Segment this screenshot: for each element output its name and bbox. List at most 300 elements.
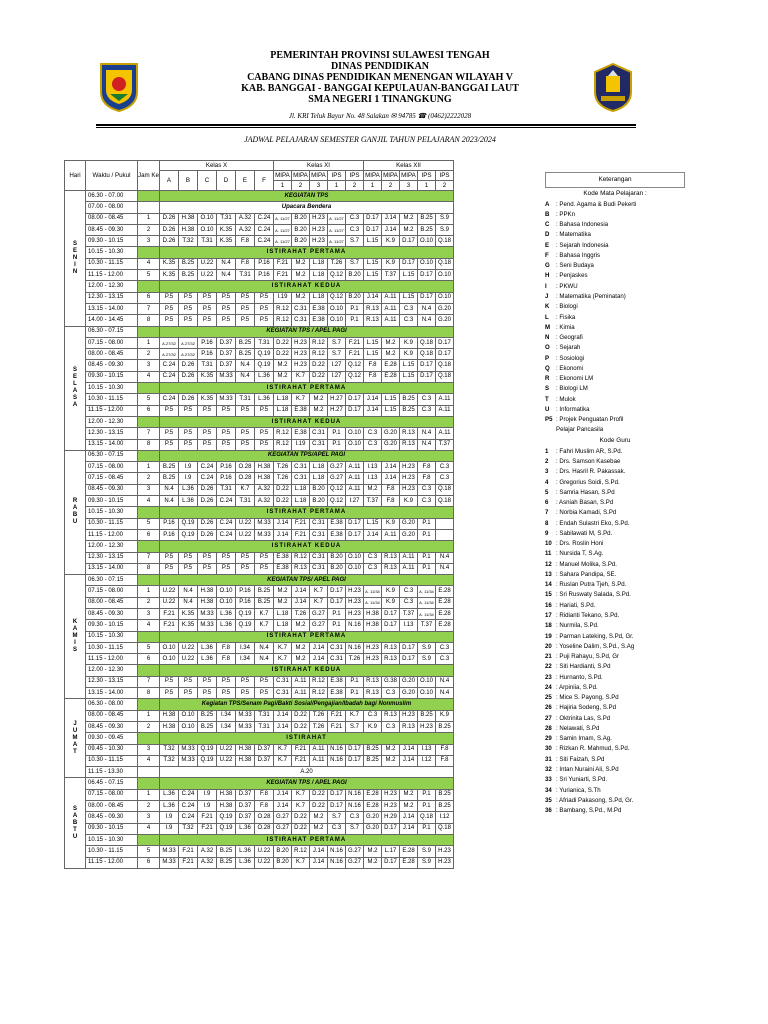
schedule-cell: M.2	[399, 224, 417, 235]
schedule-cell: L.15	[399, 292, 417, 303]
schedule-cell: F.8	[363, 360, 381, 371]
time-slot: 12.00 - 12.30	[86, 665, 138, 676]
schedule-cell: U.22	[216, 744, 235, 755]
legend-teacher	[545, 590, 685, 600]
legend-description: : Sejarah	[556, 344, 581, 352]
schedule-cell: F.21	[291, 744, 309, 755]
period-number: 6	[138, 292, 160, 303]
schedule-cell: J.14	[363, 405, 381, 416]
schedule-cell: S.7	[345, 823, 363, 834]
schedule-cell: T.31	[197, 360, 216, 371]
activity-band: A.20	[159, 767, 453, 778]
schedule-row	[65, 699, 454, 710]
day-label: J U M A T	[65, 699, 86, 778]
schedule-row	[65, 315, 454, 326]
schedule-cell: P.5	[235, 676, 254, 687]
legend-description: : Norbia Kamadi, S.Pd	[556, 509, 617, 517]
legend-code: T	[545, 395, 549, 403]
schedule-cell: P.5	[197, 405, 216, 416]
schedule-cell: E.28	[399, 846, 417, 857]
legend-code: 6	[545, 499, 549, 507]
legend-subject	[545, 199, 685, 209]
schedule-row	[65, 721, 454, 732]
legend-subject	[545, 220, 685, 230]
schedule-cell: K.7	[254, 620, 273, 631]
legend-teacher	[545, 477, 685, 487]
schedule-cell: A.27/32	[178, 349, 197, 360]
schedule-cell: E.28	[381, 360, 399, 371]
schedule-row	[65, 529, 454, 540]
schedule-row	[65, 552, 454, 563]
schedule-cell: C.24	[178, 801, 197, 812]
schedule-cell: G.20	[399, 676, 417, 687]
time-slot: 08.00 - 08.45	[86, 213, 138, 224]
legend-teacher	[545, 456, 685, 466]
schedule-cell: H.27	[327, 394, 345, 405]
schedule-cell: C.3	[363, 428, 381, 439]
schedule-cell: L.18	[273, 405, 291, 416]
schedule-cell: C.3	[435, 473, 453, 484]
legend-subject	[545, 374, 685, 384]
schedule-cell: O.28	[254, 823, 273, 834]
schedule-row	[65, 224, 454, 235]
schedule-cell: H.23	[381, 801, 399, 812]
time-slot: 09.45 - 10.30	[86, 744, 138, 755]
schedule-cell: C.24	[178, 812, 197, 823]
class-number: 1	[327, 181, 345, 191]
schedule-cell: D.17	[345, 394, 363, 405]
legend-teacher	[545, 528, 685, 538]
schedule-cell: H.38	[363, 620, 381, 631]
schedule-cell: P.5	[254, 688, 273, 699]
period-number: 6	[138, 529, 160, 540]
schedule-cell: O.10	[345, 563, 363, 574]
schedule-cell: M.33	[216, 371, 235, 382]
schedule-cell: A.11	[381, 529, 399, 540]
activity-band: KEGIATAN TPS	[159, 191, 453, 202]
schedule-row	[65, 439, 454, 450]
schedule-row	[65, 744, 454, 755]
schedule-cell: L.36	[197, 642, 216, 653]
schedule-cell: M.33	[216, 394, 235, 405]
legend-subject	[545, 353, 685, 363]
schedule-cell: P.1	[417, 823, 435, 834]
legend-teacher	[545, 764, 685, 774]
period-number: 3	[138, 812, 160, 823]
legend-description: : Manuel Molika, S.Pd.	[556, 560, 617, 568]
time-slot: 08.45 - 09.30	[86, 484, 138, 495]
schedule-row	[65, 801, 454, 812]
legend-subject	[545, 230, 685, 240]
schedule-cell: P.5	[254, 303, 273, 314]
schedule-cell: A.11	[291, 676, 309, 687]
schedule-cell: C.24	[159, 360, 178, 371]
schedule-cell: E.28	[435, 586, 453, 597]
schedule-cell: T.32	[159, 744, 178, 755]
legend-teacher	[545, 662, 685, 672]
schedule-cell: L.36	[254, 394, 273, 405]
schedule-cell: P.5	[216, 428, 235, 439]
legend-code: 1	[545, 447, 549, 455]
legend-code: 31	[545, 755, 552, 763]
schedule-cell: M.2	[381, 744, 399, 755]
legend-description: : Bahasa Indonesia	[556, 221, 609, 229]
schedule-cell: D.17	[381, 620, 399, 631]
schedule-cell: M.33	[254, 518, 273, 529]
schedule-cell: J.14	[399, 812, 417, 823]
schedule-cell: K.7	[309, 586, 327, 597]
schedule-cell: C.24	[254, 236, 273, 247]
class-header: E	[235, 171, 254, 191]
schedule-cell: G.27	[273, 823, 291, 834]
schedule-cell: M.33	[197, 608, 216, 619]
header-line: KAB. BANGGAI - BANGGAI KEPULAUAN-BANGGAI LAUT	[241, 83, 519, 94]
legend-code: B	[545, 210, 550, 218]
schedule-cell: T.31	[235, 270, 254, 281]
schedule-cell: U.22	[197, 270, 216, 281]
legend-teacher	[545, 775, 685, 785]
period-number: 7	[138, 303, 160, 314]
schedule-cell: C.3	[399, 303, 417, 314]
legend-code: Q	[545, 364, 550, 372]
schedule-cell: F.21	[345, 337, 363, 348]
schedule-cell: P.1	[327, 439, 345, 450]
schedule-cell: F.21	[273, 258, 291, 269]
schedule-cell: H.38	[363, 608, 381, 619]
period-number: 2	[138, 721, 160, 732]
schedule-cell: L.36	[178, 484, 197, 495]
schedule-cell: U.22	[254, 857, 273, 868]
schedule-cell: E.38	[273, 552, 291, 563]
schedule-cell: E.28	[399, 857, 417, 868]
schedule-cell: P.16	[235, 586, 254, 597]
schedule-row	[65, 642, 454, 653]
time-slot: 10.30 - 11.15	[86, 642, 138, 653]
schedule-cell: K.7	[273, 654, 291, 665]
schedule-cell: D.26	[159, 224, 178, 235]
activity-band: ISTIRAHAT KEDUA	[159, 665, 453, 676]
schedule-cell: N.4	[417, 428, 435, 439]
schedule-cell: T.26	[273, 473, 291, 484]
schedule-cell: C.24	[216, 518, 235, 529]
legend-teacher	[545, 559, 685, 569]
schedule-cell: B.25	[399, 394, 417, 405]
schedule-cell: C.3	[381, 688, 399, 699]
day-label: S E L A S A	[65, 326, 86, 450]
schedule-cell: P.5	[178, 405, 197, 416]
header-divider-thin	[96, 127, 636, 128]
schedule-cell: P.1	[417, 552, 435, 563]
schedule-cell: E.38	[309, 303, 327, 314]
schedule-cell: A.27/32	[159, 349, 178, 360]
schedule-cell: C.24	[216, 529, 235, 540]
schedule-cell: C.3	[417, 394, 435, 405]
schedule-cell: N.16	[327, 744, 345, 755]
legend-teacher	[545, 744, 685, 754]
legend-code: I	[545, 282, 547, 290]
schedule-cell: P.5	[254, 563, 273, 574]
schedule-cell: L.18	[273, 620, 291, 631]
legend-code: C	[545, 221, 550, 229]
schedule-cell: T.37	[435, 439, 453, 450]
schedule-cell: M.2	[381, 755, 399, 766]
schedule-cell: F.8	[417, 462, 435, 473]
legend-description: : Projek Penguatan Profil	[556, 416, 624, 424]
period-number: 7	[138, 676, 160, 687]
province-emblem-icon	[98, 62, 140, 112]
time-slot: 13.15 - 14.00	[86, 303, 138, 314]
schedule-cell: T.31	[254, 721, 273, 732]
schedule-cell: B.20	[273, 857, 291, 868]
schedule-cell: I.9	[197, 801, 216, 812]
schedule-cell: E.38	[327, 518, 345, 529]
schedule-cell: D.17	[345, 405, 363, 416]
schedule-cell: A.11	[435, 428, 453, 439]
schedule-cell: L.15	[381, 394, 399, 405]
legend-description: : Bambang, S.Pd., M.Pd	[556, 807, 622, 815]
schedule-cell: G.27	[327, 473, 345, 484]
schedule-cell: I.9	[159, 823, 178, 834]
schedule-cell: Q.19	[197, 744, 216, 755]
schedule-cell: B.25	[254, 597, 273, 608]
legend-subject	[545, 281, 685, 291]
schedule-cell: D.26	[178, 360, 197, 371]
schedule-cell: D.17	[399, 236, 417, 247]
legend-code: 33	[545, 776, 552, 784]
schedule-cell: P.16	[235, 597, 254, 608]
schedule-cell: A. 11/34	[417, 586, 435, 597]
schedule-cell: C.3	[435, 654, 453, 665]
schedule-row	[65, 733, 454, 744]
legend-code: 12	[545, 560, 552, 568]
schedule-cell: G.20	[363, 812, 381, 823]
schedule-cell: O.10	[417, 676, 435, 687]
schedule-cell: A.11	[399, 563, 417, 574]
schedule-cell: T.31	[197, 236, 216, 247]
legend-subject	[545, 261, 685, 271]
time-slot: 08.45 - 09.30	[86, 812, 138, 823]
legend-description: : Pend. Agama & Budi Pekerti	[556, 200, 637, 208]
schedule-cell: D.17	[417, 360, 435, 371]
schedule-cell: F.21	[291, 518, 309, 529]
schedule-cell: H.23	[417, 721, 435, 732]
schedule-cell: A. 11/27	[273, 224, 291, 235]
schedule-cell: D.22	[273, 484, 291, 495]
legend-description: : Sahara Pandipa, SE.	[556, 570, 617, 578]
schedule-cell: L.36	[235, 846, 254, 857]
legend-code: 9	[545, 529, 549, 537]
schedule-cell: B.20	[309, 484, 327, 495]
schedule-cell: K.9	[435, 710, 453, 721]
schedule-cell: J.14	[363, 529, 381, 540]
schedule-cell: C.3	[435, 462, 453, 473]
time-slot: 10.30 - 11.15	[86, 394, 138, 405]
schedule-cell: D.26	[197, 484, 216, 495]
schedule-cell: A.27/32	[178, 337, 197, 348]
time-slot: 10.30 - 11.15	[86, 258, 138, 269]
schedule-cell: H.23	[399, 484, 417, 495]
schedule-cell: P.5	[197, 688, 216, 699]
schedule-row	[65, 507, 454, 518]
schedule-cell: P.5	[178, 563, 197, 574]
schedule-cell: F.21	[159, 620, 178, 631]
legend-code: 21	[545, 653, 552, 661]
legend-subject	[545, 302, 685, 312]
schedule-cell: P.16	[216, 473, 235, 484]
schedule-cell: I.27	[345, 496, 363, 507]
schedule-cell: U.22	[178, 654, 197, 665]
schedule-cell: N.16	[327, 755, 345, 766]
period-number	[138, 383, 160, 394]
legend-teacher	[545, 467, 685, 477]
schedule-cell: B.25	[216, 846, 235, 857]
col-header-waktu: Waktu / Pukul	[86, 161, 138, 191]
schedule-cell: K.9	[399, 337, 417, 348]
period-number: 2	[138, 801, 160, 812]
schedule-cell: F.8	[435, 755, 453, 766]
period-number	[138, 733, 160, 744]
legend-description: : Parman Lateking, S.Pd, Gr.	[556, 632, 634, 640]
schedule-cell: L.18	[291, 496, 309, 507]
school-address: Jl. KRI Teluk Bayur No. 48 Salakan ✉ 94785 ☎ (0462)2222028	[288, 112, 472, 120]
legend-code: P	[545, 354, 550, 362]
legend-teacher	[545, 621, 685, 631]
schedule-cell: F.21	[178, 857, 197, 868]
schedule-cell: S.9	[417, 654, 435, 665]
time-slot: 09.30 - 10.15	[86, 496, 138, 507]
schedule-cell: H.38	[216, 789, 235, 800]
legend-code: 13	[545, 570, 552, 578]
legend-code: D	[545, 231, 550, 239]
time-slot: 09.30 - 10.15	[86, 236, 138, 247]
schedule-cell: P.1	[417, 518, 435, 529]
schedule-cell: I.34	[216, 721, 235, 732]
period-number: 3	[138, 360, 160, 371]
legend-code: 36	[545, 807, 552, 815]
legend-teacher	[545, 446, 685, 456]
legend-teacher	[545, 651, 685, 661]
schedule-cell: E.28	[435, 597, 453, 608]
schedule-cell: G.20	[381, 439, 399, 450]
period-number	[138, 247, 160, 258]
schedule-cell: P.5	[178, 439, 197, 450]
schedule-cell: N.4	[417, 315, 435, 326]
period-number: 1	[138, 586, 160, 597]
schedule-cell: P.5	[235, 405, 254, 416]
schedule-cell: J.14	[399, 744, 417, 755]
schedule-cell: D.37	[235, 812, 254, 823]
schedule-cell: P.5	[178, 315, 197, 326]
legend-description: : Biologi	[556, 303, 578, 311]
schedule-cell: O.10	[159, 654, 178, 665]
schedule-row	[65, 620, 454, 631]
class-number: 1	[273, 181, 291, 191]
schedule-cell: S.7	[327, 337, 345, 348]
schedule-cell: O.28	[254, 812, 273, 823]
schedule-cell: U.22	[235, 529, 254, 540]
schedule-cell: N.4	[435, 552, 453, 563]
time-slot: 09.30 - 10.15	[86, 620, 138, 631]
schedule-cell: N.16	[327, 857, 345, 868]
schedule-cell: P.5	[235, 563, 254, 574]
schedule-cell: O.10	[178, 721, 197, 732]
time-slot: 06.45 - 07.15	[86, 778, 138, 789]
schedule-cell: H.38	[178, 213, 197, 224]
legend-code: S	[545, 385, 550, 393]
legend-code: 2	[545, 458, 549, 465]
legend-subject	[545, 363, 685, 373]
schedule-cell: C.31	[327, 642, 345, 653]
period-number	[138, 665, 160, 676]
schedule-cell: O.10	[197, 224, 216, 235]
schedule-cell: S.7	[345, 236, 363, 247]
legend-code: 4	[545, 478, 549, 486]
schedule-cell: O.10	[216, 597, 235, 608]
period-number: 5	[138, 518, 160, 529]
schedule-cell: G.20	[435, 315, 453, 326]
schedule-cell: N.4	[235, 360, 254, 371]
legend-code: M	[545, 323, 551, 331]
schedule-cell: D.17	[399, 642, 417, 653]
schedule-cell: F.8	[254, 801, 273, 812]
schedule-cell: A. 11/34	[363, 586, 381, 597]
schedule-row	[65, 428, 454, 439]
schedule-cell: R.12	[309, 349, 327, 360]
schedule-cell: S.9	[435, 224, 453, 235]
schedule-cell: H.23	[381, 789, 399, 800]
schedule-cell: A.11	[345, 462, 363, 473]
schedule-cell: A. 11/34	[363, 597, 381, 608]
schedule-cell: L.18	[309, 473, 327, 484]
schedule-cell: P.1	[417, 789, 435, 800]
schedule-cell: P.5	[254, 552, 273, 563]
schedule-cell: D.17	[435, 337, 453, 348]
class-number: 1	[363, 181, 381, 191]
class-header: A	[159, 171, 178, 191]
schedule-cell: F.8	[216, 654, 235, 665]
legend-code: 35	[545, 796, 552, 804]
header-line: PEMERINTAH PROVINSI SULAWESI TENGAH	[270, 50, 490, 61]
schedule-cell: B.20	[345, 270, 363, 281]
schedule-cell: A.32	[235, 213, 254, 224]
legend-teacher	[545, 805, 685, 815]
legend-description: : Hajiria Sodeng, S.Pd	[556, 704, 616, 712]
schedule-cell: P.16	[254, 258, 273, 269]
day-label: R A B U	[65, 450, 86, 574]
time-slot: 12.30 - 13.15	[86, 428, 138, 439]
schedule-cell: Q.12	[327, 270, 345, 281]
time-slot: 08.45 - 09.30	[86, 721, 138, 732]
schedule-cell: L.18	[309, 270, 327, 281]
schedule-row	[65, 518, 454, 529]
schedule-cell: J.14	[363, 394, 381, 405]
schedule-cell: Q.19	[178, 529, 197, 540]
schedule-cell: K.35	[197, 394, 216, 405]
schedule-cell: D.22	[309, 789, 327, 800]
schedule-cell: C.3	[345, 812, 363, 823]
legend-description: : Intan Nuraini Ali, S.Pd	[556, 765, 619, 773]
schedule-cell: K.7	[309, 597, 327, 608]
schedule-cell: D.17	[417, 270, 435, 281]
schedule-cell: T.31	[216, 484, 235, 495]
schedule-cell: F.8	[363, 371, 381, 382]
period-number: 5	[138, 846, 160, 857]
schedule-cell: Q.12	[345, 371, 363, 382]
schedule-cell: M.33	[178, 744, 197, 755]
schedule-cell: I.9	[159, 812, 178, 823]
schedule-cell: R.13	[399, 721, 417, 732]
schedule-cell: L.15	[363, 518, 381, 529]
